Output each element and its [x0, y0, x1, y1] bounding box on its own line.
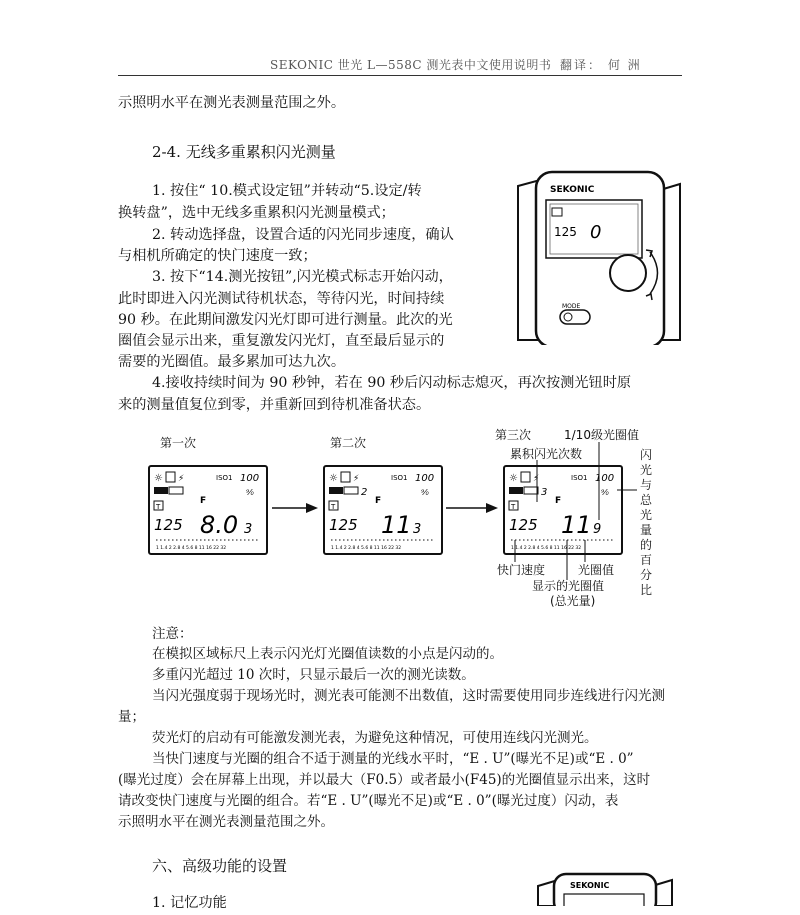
label-first: 第一次	[160, 436, 197, 450]
svg-text:T: T	[511, 503, 516, 511]
svg-text:1 1.4 2 2.8 4 5.6 8 11 16 22 3: 1 1.4 2 2.8 4 5.6 8 11 16 22 32	[511, 546, 582, 551]
svg-text:1 1.4 2 2.8 4 5.6 8 11 16 22 3: 1 1.4 2 2.8 4 5.6 8 11 16 22 32	[331, 546, 402, 551]
note-line: 量；	[118, 709, 145, 725]
light-meter-illustration	[510, 170, 685, 345]
svg-text:ISO1: ISO1	[571, 474, 588, 482]
lcd-tenth: 9	[593, 522, 602, 537]
body-line: 需要的光圈值。最多累加可达九次。	[118, 354, 346, 370]
svg-text:100: 100	[415, 473, 435, 484]
lcd-second-reading	[323, 465, 443, 555]
svg-text:F: F	[555, 496, 562, 506]
meter-mode-label: MODE	[562, 303, 581, 310]
note-line: 在模拟区域标尺上表示闪光灯光圈值读数的小点是闪动的。	[152, 646, 503, 662]
body-line: 90 秒。在此期间激发闪光灯即可进行测量。此次的光	[118, 312, 453, 328]
body-line: 3. 按下“14.测光按钮”,闪光模式标志开始闪动，	[152, 269, 453, 285]
note-line: 多重闪光超过 10 次时，只显示最后一次的测光读数。	[152, 667, 475, 683]
body-line: 4.接收持续时间为 90 秒钟，若在 90 秒后闪动标志熄灭，再次按测光钮时原	[152, 375, 632, 391]
note-line: 示照明水平在测光表测量范围之外。	[118, 814, 334, 830]
lcd-first-reading	[148, 465, 268, 555]
note-line: 当闪光强度弱于现场光时，测光表可能测不出数值，这时需要使用同步连线进行闪光测	[152, 688, 665, 704]
body-line: 此时即进入闪光测试待机状态，等待闪光，时间持续	[118, 291, 445, 307]
svg-text:T: T	[156, 503, 161, 511]
lcd-tenth: 3	[413, 522, 422, 537]
body-line: 与相机所确定的快门速度一致；	[118, 248, 317, 264]
body-line: 圈值会显示出来，重复激发闪光灯，直至最后显示的	[118, 333, 445, 349]
note-line: 荧光灯的启动有可能激发测光表，为避免这种情况，可使用连线闪光测光。	[152, 730, 598, 746]
svg-text:⁹⁄₀: ⁹⁄₀	[601, 488, 609, 497]
body-line: 2. 转动选择盘，设置合适的闪光同步速度，确认	[152, 227, 454, 243]
sun-icon: ☼	[329, 473, 338, 484]
section-2-4-heading: 2-4. 无线多重累积闪光测量	[152, 143, 336, 161]
svg-text:100: 100	[240, 473, 260, 484]
body-line: 来的测量值复位到零，并重新回到待机准备状态。	[118, 397, 431, 413]
svg-text:ISO1: ISO1	[391, 474, 408, 482]
label-aperture: 光圈值	[578, 563, 615, 577]
meter-lcd-shutter: 125	[554, 225, 577, 239]
svg-text:⁹⁄₀: ⁹⁄₀	[246, 488, 254, 497]
svg-text:T: T	[331, 503, 336, 511]
header-translator: 翻译： 何 洲	[560, 58, 642, 72]
flash-mark-icon: ⚡	[178, 474, 185, 484]
note-line: (曝光过度）会在屏幕上出现，并以最大（F0.5）或者最小(F45)的光圈值显示出来，这时	[118, 772, 651, 788]
lcd-aperture: 8.0	[200, 511, 239, 539]
note-line: 当快门速度与光圈的组合不适于测量的光线水平时，“E . U”(曝光不足)或“E . 0”	[152, 751, 634, 767]
arrow-right-icon	[444, 500, 500, 516]
label-shutter-speed: 快门速度	[497, 563, 546, 577]
section-6-heading: 六、高级功能的设置	[152, 857, 288, 875]
lcd-tenth: 3	[244, 522, 253, 537]
label-second: 第二次	[330, 436, 367, 450]
header-title: SEKONIC 世光 L—558C 测光表中文使用说明书	[270, 58, 552, 72]
svg-text:F: F	[375, 496, 382, 506]
label-shown-aperture: 显示的光圈值	[532, 579, 605, 593]
meter-brand: SEKONIC	[570, 881, 610, 890]
label-tenth-stop: 1/10级光圈值	[564, 428, 639, 442]
sun-icon: ☼	[154, 473, 163, 484]
svg-text:100: 100	[595, 473, 615, 484]
svg-text:1 1.4 2 2.8 4 5.6 8 11 16 22 3: 1 1.4 2 2.8 4 5.6 8 11 16 22 32	[156, 546, 227, 551]
intro-line: 示照明水平在测光表测量范围之外。	[118, 95, 346, 111]
body-line: 换转盘”，选中无线多重累积闪光测量模式；	[118, 205, 395, 221]
svg-text:3: 3	[541, 487, 548, 498]
svg-text:2: 2	[361, 487, 368, 498]
lcd-shutter: 125	[329, 516, 358, 534]
label-flash-count: 累积闪光次数	[510, 447, 583, 461]
sun-icon: ☼	[509, 473, 518, 484]
flash-mark-icon: ⚡	[353, 474, 360, 484]
lcd-aperture: 11	[381, 511, 412, 539]
svg-text:ISO1: ISO1	[216, 474, 233, 482]
header-rule	[118, 75, 682, 76]
light-meter-illustration-bottom	[530, 872, 680, 906]
arrow-right-icon	[270, 500, 320, 516]
lcd-shutter: 125	[154, 516, 183, 534]
svg-text:⁹⁄₀: ⁹⁄₀	[421, 488, 429, 497]
notes-title: 注意：	[152, 626, 193, 642]
lcd-shutter: 125	[509, 516, 538, 534]
lcd-aperture: 11	[561, 511, 592, 539]
label-total-light: (总光量)	[550, 594, 596, 608]
label-percentage: 闪光与总光量的百分比	[640, 448, 653, 597]
flash-mark-icon: ⚡	[533, 474, 540, 484]
meter-brand: SEKONIC	[550, 185, 595, 195]
svg-text:F: F	[200, 496, 207, 506]
note-line: 请改变快门速度与光圈的组合。若“E . U”(曝光不足)或“E . 0”(曝光过度）闪动，表	[118, 793, 619, 809]
meter-lcd-value: 0	[590, 222, 602, 243]
label-third: 第三次	[495, 428, 532, 442]
body-line: 1. 按住“ 10.模式设定钮”并转动“5.设定/转	[152, 183, 422, 199]
section-6-sub: 1. 记忆功能	[152, 895, 227, 911]
